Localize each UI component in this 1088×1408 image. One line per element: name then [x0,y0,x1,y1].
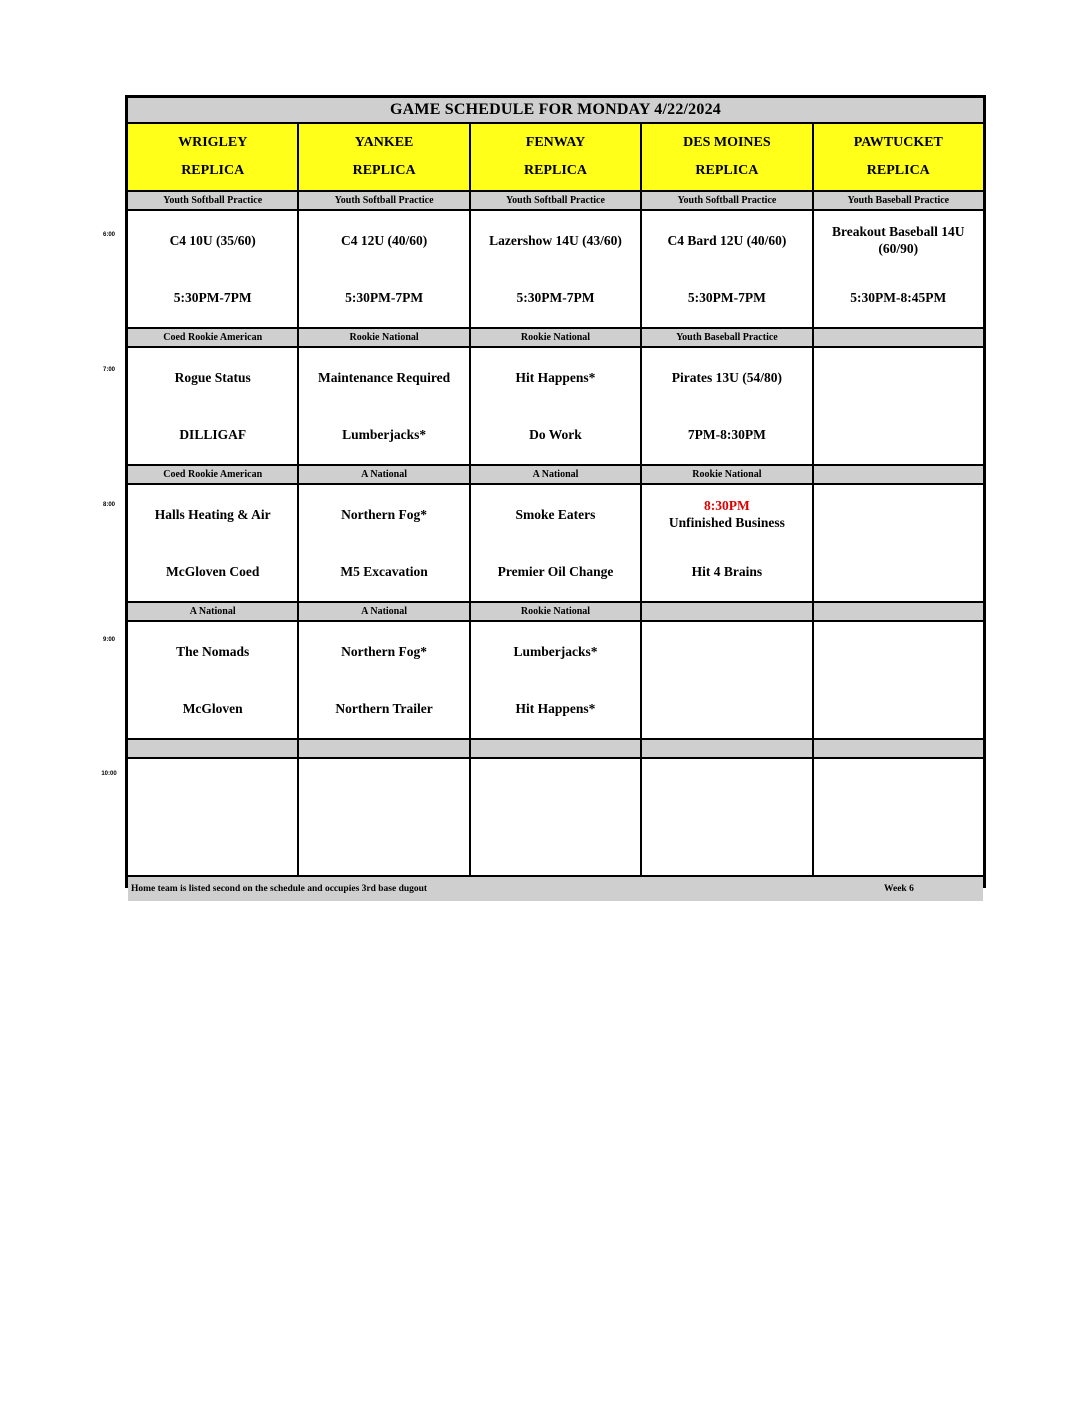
game-top: Maintenance Required [318,369,451,385]
field-header-fenway [471,124,640,190]
game-top: Breakout Baseball 14U (60/90) [832,224,965,256]
game-cell [299,622,468,738]
field-name: YANKEE [354,135,414,150]
game-top [646,485,807,543]
game-top [132,759,293,817]
game-top: Hit Happens* [515,369,596,385]
schedule-title: GAME SCHEDULE FOR MONDAY 4/22/2024 [128,98,983,122]
division-label: Coed Rookie American [128,466,297,483]
game-cell [471,622,640,738]
game-bottom: Do Work [529,427,582,442]
game-cell [642,211,811,327]
game-bottom: 5:30PM-7PM [516,290,595,305]
division-label: A National [299,466,468,483]
game-top [818,348,979,406]
field-header-pawtucket [814,124,983,190]
field-type: REPLICA [181,163,245,178]
game-bottom: Lumberjacks* [342,427,427,442]
division-label: Youth Softball Practice [128,192,297,209]
game-top: Lumberjacks* [513,643,598,659]
division-label: Rookie National [471,603,640,620]
game-cell [471,759,640,875]
field-name: FENWAY [525,135,586,150]
game-top: Northern Fog* [341,643,428,659]
game-top: C4 12U (40/60) [340,232,428,248]
division-label [299,740,468,757]
game-cell [814,622,983,738]
game-cell [814,348,983,464]
game-cell [471,485,640,601]
game-bottom: Hit Happens* [515,701,596,716]
game-bottom: McGloven Coed [166,564,260,579]
hour-label: 9:00 [102,637,115,643]
division-label: Rookie National [642,466,811,483]
field-name: WRIGLEY [178,135,248,150]
game-bottom: Northern Trailer [335,701,433,716]
game-top [818,622,979,680]
field-type: REPLICA [523,163,587,178]
game-top: Rogue Status [174,369,251,385]
hour-label: 6:00 [102,232,115,238]
game-bottom [818,543,979,601]
game-bottom: 5:30PM-7PM [687,290,766,305]
game-cell [128,485,297,601]
field-header-wrigley [128,124,297,190]
game-top [475,759,636,817]
game-top: The Nomads [176,643,250,659]
division-label [471,740,640,757]
division-label: Youth Softball Practice [642,192,811,209]
game-bottom: M5 Excavation [340,564,428,579]
game-cell [814,211,983,327]
game-bottom [818,680,979,738]
division-label: A National [471,466,640,483]
field-name: DES MOINES [683,135,771,150]
division-label: A National [299,603,468,620]
division-label [814,466,983,483]
game-cell [299,348,468,464]
division-label: Youth Baseball Practice [814,192,983,209]
division-label: Rookie National [471,329,640,346]
week-label: Week 6 [884,884,914,894]
division-label [814,329,983,346]
division-label: Youth Baseball Practice [642,329,811,346]
division-label: Rookie National [299,329,468,346]
game-cell [299,759,468,875]
game-cell [128,211,297,327]
game-bottom: 7PM-8:30PM [687,427,766,442]
game-cell [642,622,811,738]
game-top: Smoke Eaters [515,506,596,522]
game-team: Unfinished Business [668,515,785,530]
game-top [818,485,979,543]
schedule-table [125,95,986,894]
game-cell [642,348,811,464]
game-cell [814,485,983,601]
game-top: Lazershow 14U (43/60) [489,232,622,248]
game-bottom: 5:30PM-7PM [173,290,252,305]
game-top [303,759,464,817]
division-label: Youth Softball Practice [299,192,468,209]
home-team-note: Home team is listed second on the schedule and occupies 3rd base dugout [131,884,428,894]
game-bottom: 5:30PM-7PM [345,290,424,305]
game-top: Pirates 13U (54/80) [671,369,782,385]
game-bottom [818,817,979,875]
game-cell [299,485,468,601]
game-bottom [303,817,464,875]
game-top: Halls Heating & Air [154,506,271,522]
game-bottom [818,406,979,464]
game-top [646,759,807,817]
division-label: A National [128,603,297,620]
game-top [818,759,979,817]
division-label [128,740,297,757]
game-cell [642,759,811,875]
field-type: REPLICA [352,163,416,178]
game-cell [814,759,983,875]
game-cell [299,211,468,327]
game-cell [128,622,297,738]
field-header-des-moines [642,124,811,190]
game-cell [471,211,640,327]
game-bottom [132,817,293,875]
game-bottom [646,817,807,875]
game-top: C4 Bard 12U (40/60) [667,232,787,248]
game-top: Northern Fog* [341,506,428,522]
game-top [646,622,807,680]
footer-bar [128,877,983,901]
game-bottom: Premier Oil Change [497,564,614,579]
field-header-yankee [299,124,468,190]
game-bottom: 5:30PM-8:45PM [850,290,947,305]
game-cell [128,759,297,875]
game-bottom: Hit 4 Brains [691,564,763,579]
game-cell [128,348,297,464]
division-label [814,740,983,757]
hour-label: 7:00 [102,367,115,373]
game-bottom [475,817,636,875]
division-label: Youth Softball Practice [471,192,640,209]
division-label: Coed Rookie American [128,329,297,346]
hour-label: 8:00 [102,502,115,508]
division-label [642,603,811,620]
game-cell [642,485,811,601]
game-top: C4 10U (35/60) [169,232,256,248]
division-label [642,740,811,757]
game-start-time: 8:30PM [704,498,750,513]
game-bottom: McGloven [182,701,243,716]
game-cell [471,348,640,464]
game-bottom: DILLIGAF [179,427,247,442]
field-type: REPLICA [866,163,930,178]
hour-label: 10:00 [101,771,117,777]
field-type: REPLICA [695,163,759,178]
division-label [814,603,983,620]
field-name: PAWTUCKET [853,135,943,150]
game-bottom [646,680,807,738]
